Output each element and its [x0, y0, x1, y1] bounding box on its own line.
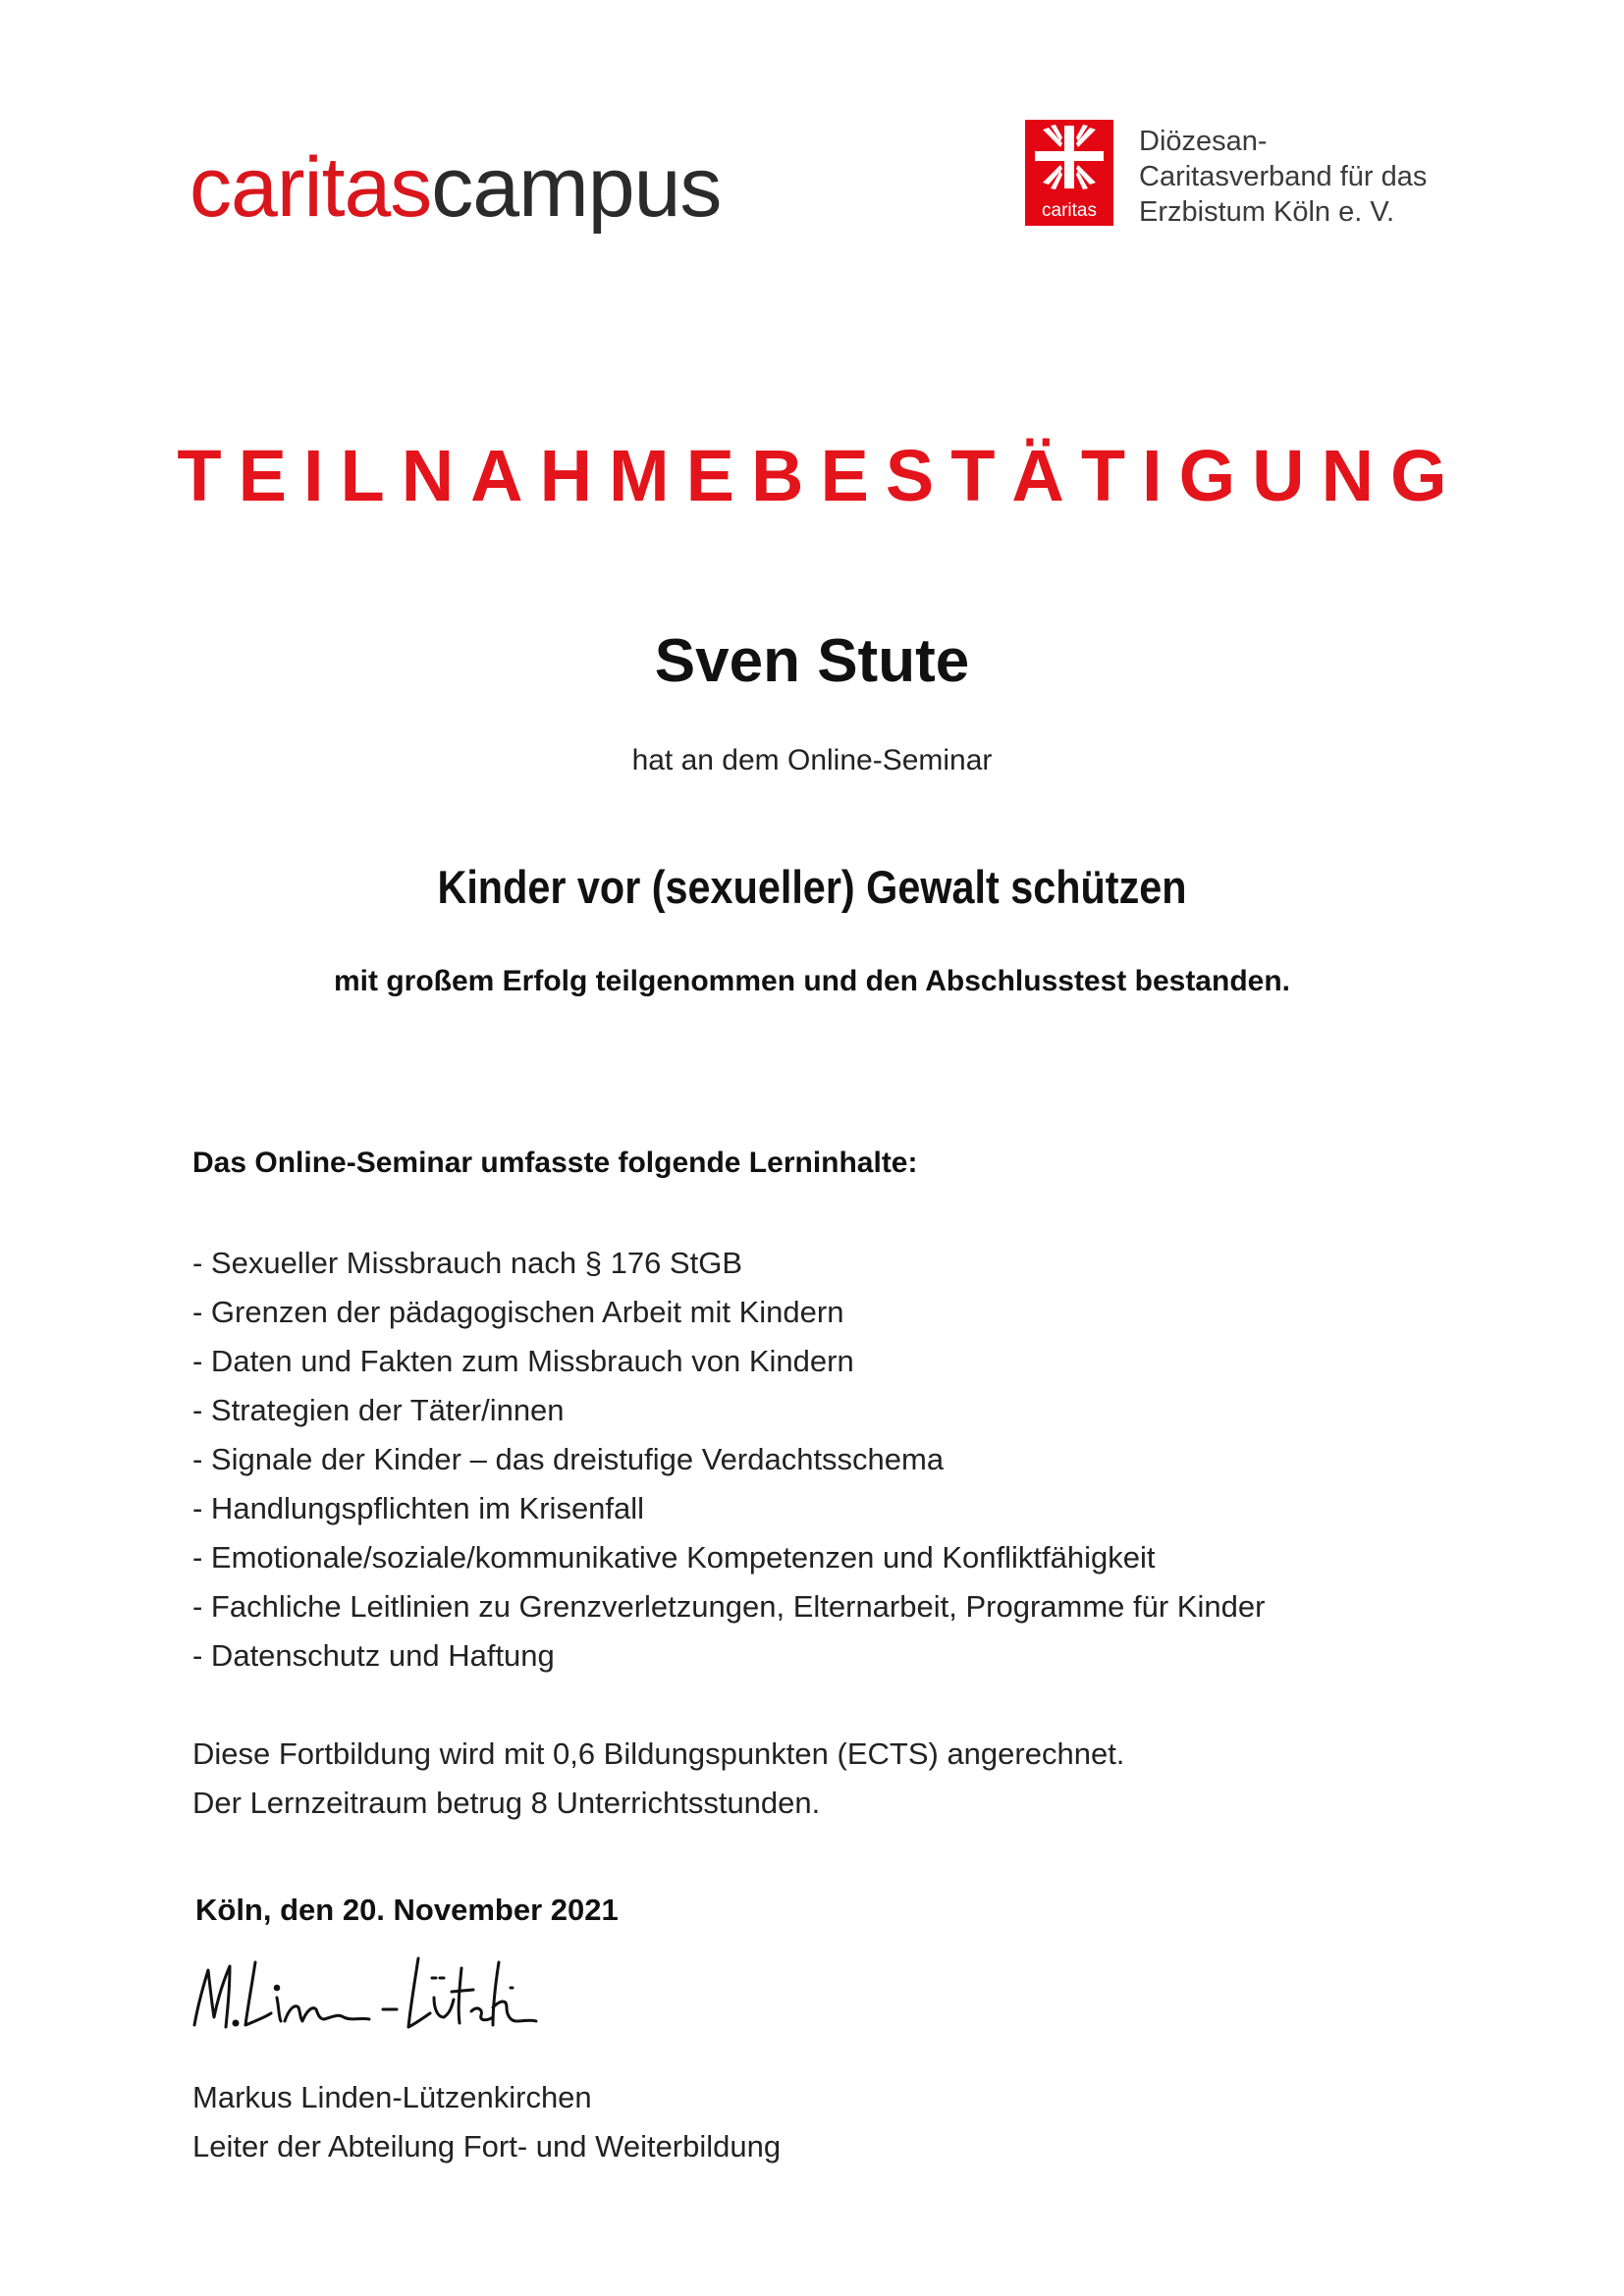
certificate-title: TEILNAHMEBESTÄTIGUNG — [177, 435, 1464, 516]
caritascampus-logo — [189, 140, 722, 235]
duration-text: Der Lernzeitraum betrug 8 Unterrichtsstunden. — [192, 1786, 821, 1820]
signature-image — [187, 1949, 540, 2037]
organization-line: Caritasverband für das — [1139, 161, 1428, 192]
list-item: - Handlungspflichten im Krisenfall — [192, 1491, 645, 1525]
course-title: Kinder vor (sexueller) Gewalt schützen — [437, 861, 1187, 913]
list-item: - Datenschutz und Haftung — [192, 1638, 555, 1673]
participant-name: Sven Stute — [654, 627, 970, 695]
caritas-flame-cross-icon — [1025, 120, 1113, 198]
list-item: - Sexueller Missbrauch nach § 176 StGB — [192, 1246, 742, 1280]
list-item: - Emotionale/soziale/kommunikative Kompetenzen und Konfliktfähigkeit — [192, 1540, 1156, 1575]
list-item: - Daten und Fakten zum Missbrauch von Kindern — [192, 1344, 854, 1378]
list-item: - Strategien der Täter/innen — [192, 1393, 565, 1427]
signer-name: Markus Linden-Lützenkirchen — [192, 2080, 592, 2114]
brand-part-campus: campus — [431, 140, 722, 235]
list-item: - Grenzen der pädagogischen Arbeit mit Kindern — [192, 1295, 844, 1329]
credits-block — [192, 1730, 1124, 1828]
signer-block — [192, 2073, 781, 2171]
brand-part-caritas: caritas — [189, 140, 432, 235]
organization-line: Erzbistum Köln e. V. — [1139, 196, 1395, 228]
signature-icon — [187, 1949, 540, 2037]
intro-text: hat an dem Online-Seminar — [631, 744, 993, 776]
outcome-text: mit großem Erfolg teilgenommen und den Abschlusstest bestanden. — [333, 965, 1290, 997]
topics-heading: Das Online-Seminar umfasste folgende Lerninhalte: — [192, 1147, 918, 1179]
signer-role: Leiter der Abteilung Fort- und Weiterbildung — [192, 2129, 782, 2163]
list-item: - Fachliche Leitlinien zu Grenzverletzungen, Elternarbeit, Programme für Kinder — [192, 1589, 1266, 1624]
place-date: Köln, den 20. November 2021 — [195, 1893, 619, 1927]
ects-text: Diese Fortbildung wird mit 0,6 Bildungspunkten (ECTS) angerechnet. — [192, 1736, 1125, 1771]
topics-list — [192, 1239, 1265, 1681]
list-item: - Signale der Kinder – das dreistufige Verdachtsschema — [192, 1442, 945, 1476]
organization-name — [1139, 124, 1427, 230]
organization-line: Diözesan- — [1139, 126, 1268, 157]
emblem-label: caritas — [1042, 200, 1097, 221]
